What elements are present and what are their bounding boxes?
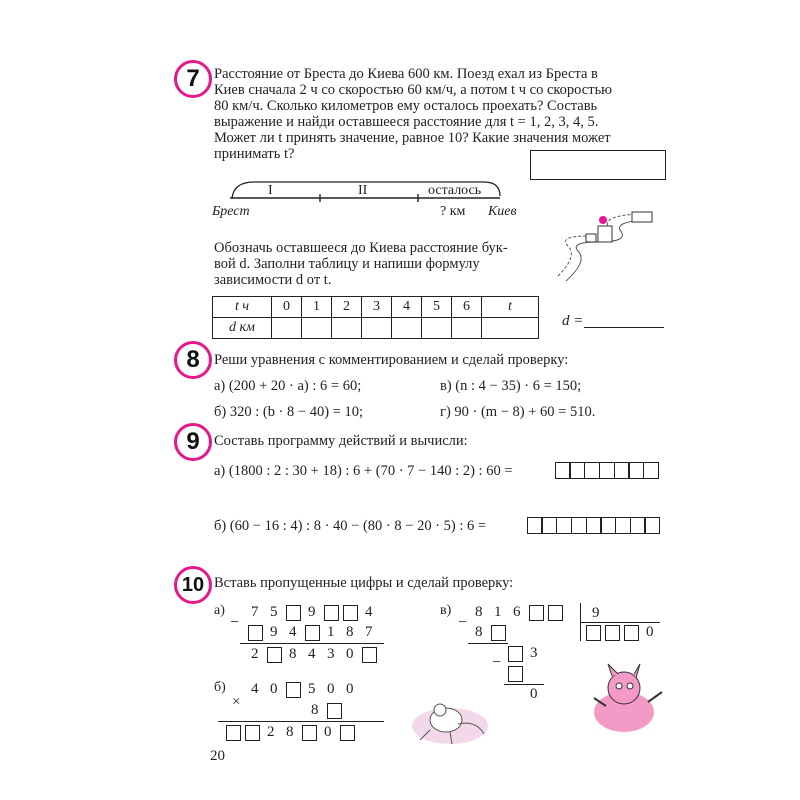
digit-box[interactable] bbox=[327, 703, 342, 719]
digit-box[interactable] bbox=[548, 605, 563, 621]
digit-box[interactable] bbox=[605, 625, 620, 641]
table-cell: 2 bbox=[332, 297, 362, 318]
digit: 7 bbox=[251, 604, 259, 620]
task7-line: Расстояние от Бреста до Киева 600 км. Поезд ехал из Бреста в bbox=[214, 66, 598, 82]
task8-title: Реши уравнения с комментированием и сделай проверку: bbox=[214, 352, 569, 368]
segment-1-label: I bbox=[268, 183, 273, 198]
v-remainder: 0 bbox=[530, 686, 538, 702]
digit: 0 bbox=[346, 646, 354, 662]
digit-box[interactable] bbox=[324, 605, 339, 621]
table-input-cell[interactable] bbox=[482, 318, 539, 339]
digit: 9 bbox=[270, 624, 278, 640]
digit: 3 bbox=[530, 645, 538, 661]
minus-sign: − bbox=[230, 614, 240, 631]
expression-a: а) (1800 : 2 : 30 + 18) : 6 + (70 · 7 − 140 : 2) : 60 = bbox=[214, 463, 513, 479]
times-sign: × bbox=[232, 694, 241, 710]
mouse-illustration bbox=[400, 690, 500, 750]
digit-box[interactable] bbox=[340, 725, 355, 741]
minus-sign: − bbox=[458, 614, 468, 631]
table-input-cell[interactable] bbox=[392, 318, 422, 339]
table-input-cell[interactable] bbox=[332, 318, 362, 339]
table-input-cell[interactable] bbox=[362, 318, 392, 339]
digit: 0 bbox=[346, 681, 354, 697]
table-cell: 5 bbox=[422, 297, 452, 318]
digit: 0 bbox=[270, 681, 278, 697]
sub-line bbox=[504, 684, 544, 685]
digit: 0 bbox=[324, 724, 332, 740]
task7-line: выражение и найди оставшееся расстояние для t = 1, 2, 3, 4, 5. bbox=[214, 114, 599, 130]
task7-line: 80 км/ч. Сколько километров ему осталось проехать? Составь bbox=[214, 98, 598, 114]
digit-box[interactable] bbox=[226, 725, 241, 741]
division-line bbox=[580, 622, 660, 623]
table-input-cell[interactable] bbox=[272, 318, 302, 339]
v-divisor: 9 bbox=[592, 605, 600, 621]
label-a: а) bbox=[214, 603, 225, 618]
task7-line2: зависимости d от t. bbox=[214, 272, 332, 288]
digit-box[interactable] bbox=[586, 625, 601, 641]
digit: 5 bbox=[270, 604, 278, 620]
label-b: б) bbox=[214, 680, 226, 695]
city-kiev: Киев bbox=[488, 204, 517, 219]
table-header-t: t ч bbox=[213, 297, 272, 318]
table-header-d: d км bbox=[213, 318, 272, 339]
task10-title: Вставь пропущенные цифры и сделай проверку: bbox=[214, 575, 514, 591]
digit-box[interactable] bbox=[248, 625, 263, 641]
digit-box[interactable] bbox=[508, 666, 523, 682]
dependency-table bbox=[212, 296, 539, 339]
digit: 8 bbox=[475, 624, 483, 640]
digit: 4 bbox=[251, 681, 259, 697]
digit: 3 bbox=[327, 646, 335, 662]
digit-box[interactable] bbox=[343, 605, 358, 621]
digit: 2 bbox=[251, 646, 259, 662]
digit-box[interactable] bbox=[362, 647, 377, 663]
task9-title: Составь программу действий и вычисли: bbox=[214, 433, 468, 449]
equation-v: в) (n : 4 − 35) · 6 = 150; bbox=[440, 378, 582, 394]
digit-box[interactable] bbox=[302, 725, 317, 741]
digit: 7 bbox=[365, 624, 373, 640]
digit: 1 bbox=[327, 624, 335, 640]
expression-b: б) (60 − 16 : 4) : 8 · 40 − (80 · 8 − 20 · 5) : 6 = bbox=[214, 518, 487, 534]
digit-box[interactable] bbox=[267, 647, 282, 663]
digit: 8 bbox=[475, 604, 483, 620]
table-input-cell[interactable] bbox=[452, 318, 482, 339]
table-cell: 4 bbox=[392, 297, 422, 318]
task-number-8: 8 bbox=[174, 341, 212, 379]
task-number-9: 9 bbox=[174, 423, 212, 461]
table-cell: 3 bbox=[362, 297, 392, 318]
table-cell: 1 bbox=[302, 297, 332, 318]
digit: 6 bbox=[513, 604, 521, 620]
digit: 4 bbox=[289, 624, 297, 640]
task7-line2: Обозначь оставшееся до Киева расстояние бук- bbox=[214, 240, 508, 256]
digit-box[interactable] bbox=[529, 605, 544, 621]
digit: 8 bbox=[311, 702, 319, 718]
equation-g: г) 90 · (m − 8) + 60 = 510. bbox=[440, 404, 596, 420]
digit: 0 bbox=[646, 624, 654, 640]
city-brest: Брест bbox=[212, 204, 250, 219]
sum-line bbox=[240, 643, 384, 644]
task7-line: Может ли t принять значение, равное 10? Какие значения может bbox=[214, 130, 611, 146]
digit: 9 bbox=[308, 604, 316, 620]
cat-illustration bbox=[578, 662, 668, 742]
road-illustration bbox=[548, 206, 668, 286]
digit: 4 bbox=[308, 646, 316, 662]
unknown-distance: ? км bbox=[440, 204, 466, 219]
segment-3-label: осталось bbox=[428, 183, 482, 198]
digit-box[interactable] bbox=[245, 725, 260, 741]
digit: 2 bbox=[267, 724, 275, 740]
digit-box[interactable] bbox=[508, 646, 523, 662]
answer-box[interactable] bbox=[530, 150, 666, 180]
digit-box[interactable] bbox=[286, 605, 301, 621]
digit: 0 bbox=[327, 681, 335, 697]
digit: 8 bbox=[286, 724, 294, 740]
digit: 8 bbox=[289, 646, 297, 662]
task7-line: принимать t? bbox=[214, 146, 295, 162]
table-cell: 0 bbox=[272, 297, 302, 318]
task-number-7: 7 bbox=[174, 60, 212, 98]
task7-line: Киев сначала 2 ч со скоростью 60 км/ч, а потом t ч со скоростью bbox=[214, 82, 613, 98]
formula-answer-line[interactable] bbox=[584, 327, 664, 328]
segment-2-label: II bbox=[358, 183, 368, 198]
digit: 4 bbox=[365, 604, 373, 620]
digit: 1 bbox=[494, 604, 502, 620]
table-cell: t bbox=[482, 297, 539, 318]
task7-line2: вой d. Заполни таблицу и напиши формулу bbox=[214, 256, 480, 272]
table-cell: 6 bbox=[452, 297, 482, 318]
equation-a: а) (200 + 20 · a) : 6 = 60; bbox=[214, 378, 362, 394]
equation-b: б) 320 : (b · 8 − 40) = 10; bbox=[214, 404, 363, 420]
answer-boxes-b[interactable] bbox=[528, 517, 660, 534]
product-line bbox=[218, 721, 384, 722]
minus-sign: − bbox=[492, 654, 502, 671]
label-v: в) bbox=[440, 603, 452, 618]
task-number-10: 10 bbox=[174, 566, 212, 604]
digit-box[interactable] bbox=[286, 682, 301, 698]
digit: 5 bbox=[308, 681, 316, 697]
digit-box[interactable] bbox=[491, 625, 506, 641]
table-input-cell[interactable] bbox=[302, 318, 332, 339]
digit: 8 bbox=[346, 624, 354, 640]
answer-boxes-a[interactable] bbox=[556, 462, 659, 479]
digit-box[interactable] bbox=[624, 625, 639, 641]
sub-line bbox=[468, 643, 508, 644]
digit-box[interactable] bbox=[305, 625, 320, 641]
page-number: 20 bbox=[210, 748, 225, 764]
table-input-cell[interactable] bbox=[422, 318, 452, 339]
formula-label: d = bbox=[562, 313, 584, 329]
